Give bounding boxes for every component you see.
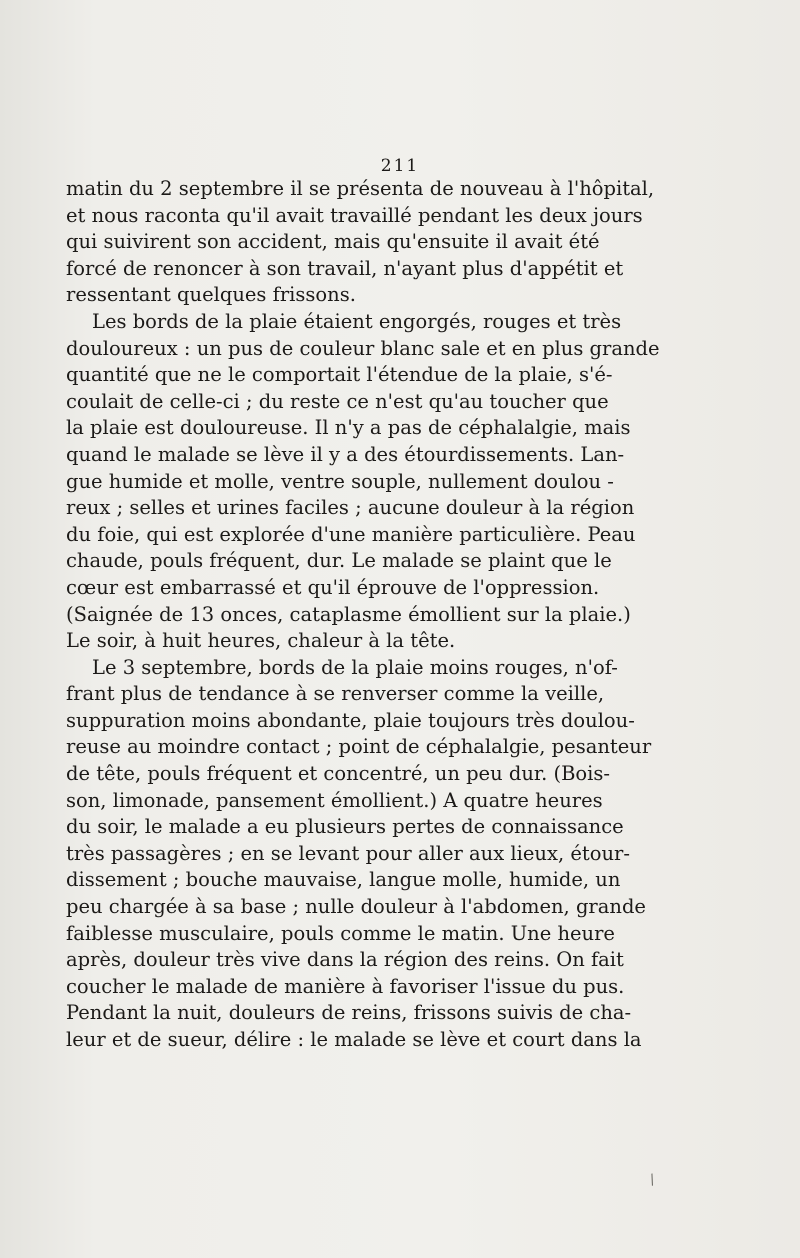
text-line: reux ; selles et urines faciles ; aucune douleur à la région [66,496,635,520]
text-line: Pendant la nuit, douleurs de reins, frissons suivis de cha- [66,1001,632,1025]
text-line: cœur est embarrassé et qu'il éprouve de l'oppression. [66,575,600,599]
text-line: chaude, pouls fréquent, dur. Le malade se plaint que le [66,549,612,573]
text-line: peu chargée à sa base ; nulle douleur à l'abdomen, grande [66,895,646,919]
text-line: leur et de sueur, délire : le malade se lève et court dans la [66,1028,642,1051]
text-line: dissement ; bouche mauvaise, langue molle, humide, un [66,868,621,892]
text-line: après, douleur très vive dans la région des reins. On fait [66,948,624,972]
text-line: reuse au moindre contact ; point de céphalalgie, pesanteur [66,735,652,759]
text-line: matin du 2 septembre il se présenta de nouveau à l'hôpital, [66,177,655,200]
text-line: quand le malade se lève il y a des étourdissements. Lan- [66,442,625,466]
text-line: frant plus de tendance à se renverser comme la veille, [66,682,605,706]
text-line: coulait de celle-ci ; du reste ce n'est qu'au toucher que [66,389,609,413]
text-line: très passagères ; en se levant pour aller aux lieux, étour- [66,841,630,865]
text-line: Les bords de la plaie étaient engorgés, rouges et très [92,309,622,333]
text-line: coucher le malade de manière à favoriser l'issue du pus. [66,974,625,998]
text-line: de tête, pouls fréquent et concentré, un peu dur. (Bois- [66,762,610,786]
text-line: son, limonade, pansement émollient.) A quatre heures [66,788,603,812]
text-line: et nous raconta qu'il avait travaillé pendant les deux jours [66,203,643,227]
text-line: du soir, le malade a eu plusieurs pertes de connaissance [66,815,624,839]
page-number: 211 [380,156,420,176]
text-line: ressentant quelques frissons. [66,283,356,307]
text-line: gue humide et molle, ventre souple, nullement doulou - [66,469,614,493]
text-line: suppuration moins abondante, plaie toujours très doulou- [66,708,635,732]
text-line: (Saignée de 13 onces, cataplasme émollient sur la plaie.) [66,602,631,626]
text-line: quantité que ne le comportait l'étendue de la plaie, s'é- [66,363,613,387]
text-line: douloureux : un pus de couleur blanc sale et en plus grande [66,336,660,360]
text-line: la plaie est douloureuse. Il n'y a pas de céphalalgie, mais [66,416,631,440]
text-line: faiblesse musculaire, pouls comme le matin. Une heure [66,921,615,945]
body-text [66,176,660,1054]
text-line: Le 3 septembre, bords de la plaie moins rouges, n'of- [92,655,618,679]
text-line: forcé de renoncer à son travail, n'ayant plus d'appétit et [66,256,624,280]
text-line: Le soir, à huit heures, chaleur à la tête. [66,629,456,653]
text-line: qui suivirent son accident, mais qu'ensuite il avait été [66,230,600,254]
paper-mark: / [647,1171,658,1189]
text-line: du foie, qui est explorée d'une manière particulière. Peau [66,522,636,546]
